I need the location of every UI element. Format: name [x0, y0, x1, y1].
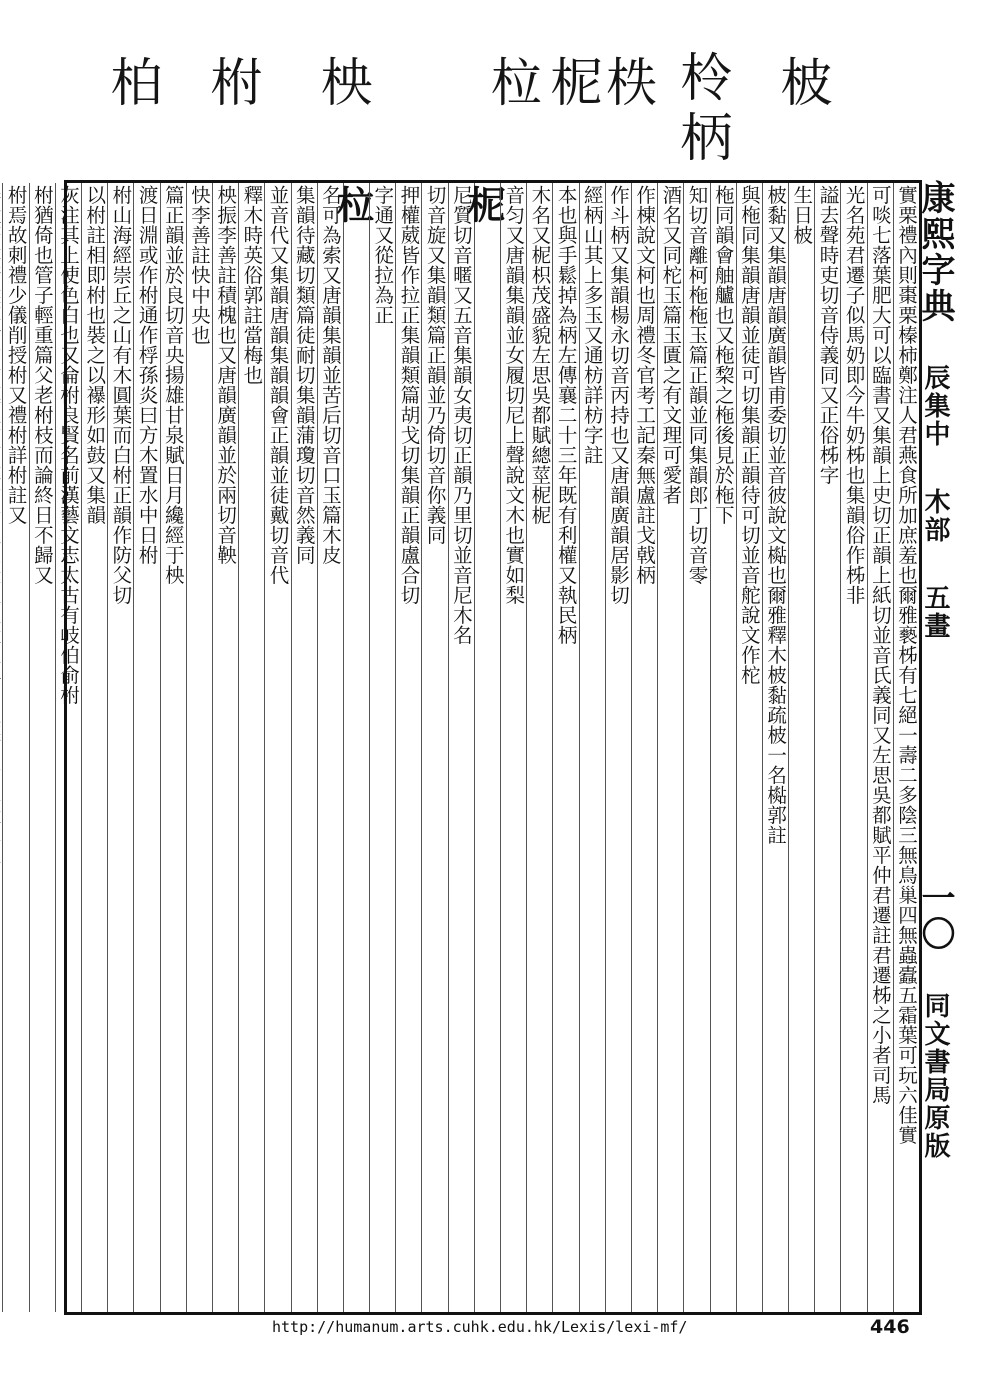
text-column: 謚去聲時吏切音侍義同又正俗柹字: [814, 183, 840, 1312]
text-column: 篇正韻並於良切音央揚雄甘泉賦日月纔經于柍: [160, 183, 186, 1312]
text-column: 柍振李善註積槐也又唐韻廣韻並於兩切音鞅: [212, 183, 238, 1312]
text-column: 木名又柅枳茂盛貌左思吳都賦總莖柅柅: [526, 183, 552, 1312]
text-column: 作斗柄又集韻楊永切音丙持也又唐韻廣韻居影切: [605, 183, 631, 1312]
headword: 柅: [461, 185, 506, 224]
text-column: 柎山海經崇丘之山有木圓葉而白柎正韻作防父切: [107, 183, 133, 1312]
text-column: 字通又從拉為正: [369, 183, 395, 1312]
text-column: 柂同韻會舳艫也又柂棃之柂後見於柂下: [710, 183, 736, 1312]
seal-glyph: 柀: [771, 55, 831, 107]
text-column: 灰注其上使色白也又侖柎良賢名前漢藝文志太古有岐伯俞柎: [55, 183, 81, 1312]
page-number: 446: [870, 1316, 910, 1338]
text-column: 以柎註相即柎也裝之以襮形如鼓又集韻: [81, 183, 107, 1312]
section-label: 辰集中: [920, 364, 950, 448]
seal-glyph: 柎: [201, 55, 261, 107]
text-column: 可啖七落葉肥大可以臨書又集韻上史切正韻上紙切並音氏義同又左思吳都賦平仲君遷註君遷柹之小者司馬: [867, 183, 893, 1312]
headword: 柆: [330, 185, 376, 224]
text-column: 與柂同集韻唐韻並徒可切集韻正韻待可切並音舵說文作柁: [736, 183, 762, 1312]
seal-glyph: 柏: [101, 55, 161, 107]
radical-label: 木部: [920, 488, 950, 544]
text-column: 酒名又同柁玉篇玉匱之有文理可愛者: [657, 183, 683, 1312]
seal-script-header: [55, 45, 925, 175]
chinese-page-number: 一〇: [915, 880, 955, 952]
text-column: 生日柀: [788, 183, 814, 1312]
text-column: 柎焉故刺禮少儀削授柎又禮柎詳柎註又: [2, 183, 28, 1312]
text-column: 並音代又集韻唐韻集韻韻會正韻並徒戴切音代: [264, 183, 290, 1312]
seal-glyph: 柄: [671, 110, 731, 162]
seal-glyph: 柍: [311, 55, 371, 107]
text-column: 經柄山其上多玉又通枋詳枋字註: [579, 183, 605, 1312]
seal-glyph: 柆: [481, 55, 541, 107]
text-column: 集韻待藏切類篇徒耐切集韻蒲瓊切音然義同: [291, 183, 317, 1312]
text-column: 快李善註快中央也: [186, 183, 212, 1312]
text-column: 實栗禮內則棗栗榛柿鄭注人君燕食所加庶羞也爾雅褻柹有七絕一壽二多陰三無鳥巢四無蟲蠹五霜葉可玩六佳實: [893, 183, 919, 1312]
text-column: 押權葳皆作拉正集韻類篇胡戈切集韻正韻盧合切: [395, 183, 421, 1312]
book-title: 康熙字典: [915, 180, 955, 324]
text-column: 作棟說文柯也周禮冬官考工記秦無盧註戈戟柄: [631, 183, 657, 1312]
seal-glyph: 柃: [671, 50, 731, 102]
seal-glyph: 柅: [541, 55, 601, 107]
text-column: 渡日淵或作柎通作桴孫炎曰方木置水中日柎: [133, 183, 159, 1312]
text-column: 釋木時英俗郭註當梅也: [238, 183, 264, 1312]
text-column: 尼質切音暱又五音集韻女夷切正韻乃里切並音尼木名: [448, 183, 474, 1312]
text-column: 音匀又唐韻集韻並女履切尼上聲說文木也實如梨: [500, 183, 526, 1312]
text-column: 知切音離柯柂柂玉篇正韻並同集韻郎丁切音零: [683, 183, 709, 1312]
stroke-count-label: 五畫: [920, 584, 950, 640]
text-column: 名可為索又唐韻集韻並苦后切音口玉篇木皮: [317, 183, 343, 1312]
text-column: 切音旋又集韻類篇正韻並乃倚切音你義同: [421, 183, 447, 1312]
source-url-link[interactable]: http://humanum.arts.cuhk.edu.hk/Lexis/lexi-mf/: [272, 1318, 688, 1336]
text-column: 本也與手鬆掉為柄左傳襄二十三年既有利權又執民柄: [552, 183, 578, 1312]
dictionary-text-frame: [4, 180, 922, 1315]
text-column: 柎猶倚也管子輕重篇父老柎枝而論終日不歸又: [29, 183, 55, 1312]
publisher-label: 同文書局原版: [920, 992, 950, 1160]
text-column: 光名苑君遷子似馬奶即今牛奶柹也集韻俗作柹非: [840, 183, 866, 1312]
seal-glyph: 柣: [596, 55, 656, 107]
text-column: 柀黏又集韻唐韻廣韻皆甫委切並音彼說文檆也爾雅釋木柀黏疏柀一名檆郭註: [762, 183, 788, 1312]
